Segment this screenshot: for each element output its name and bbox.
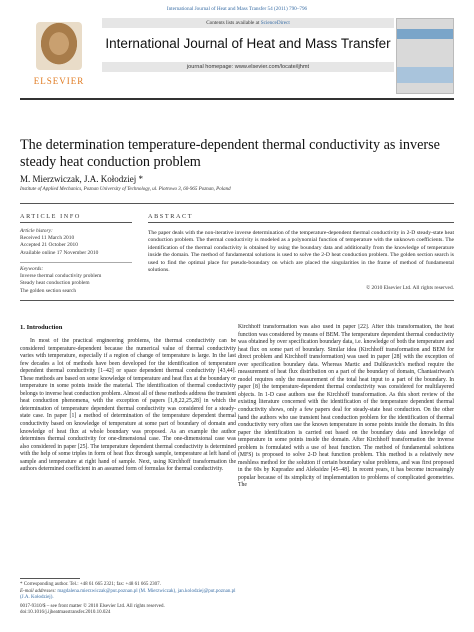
tree-icon	[36, 22, 82, 70]
intro-right-column: Kirchhoff transformation was also used in paper [22]. After this transformation, the heat function was considered by means of BEM. The temperature dependent thermal conductivity was obtained by over specification boundary data, i.e. knowledge of both the temperature and heat flux on some part of boundary. Similar idea (Kirchhoff transformation and BEM for direct problem and Kirchhoff transformation) was used in paper [28] with the exception of over specification boundary data. Whereas Martic and Dulikravich's method require the measurement of heat flux distribution on a part of the boundary of domain, Chantasiriwan's model requires only the measurement of the total heat input to a part of the boundary. In paper [8] the temperature-dependent thermal conductivity was considered for multilayered objects. In 1-D case authors use the Kirchhoff transformation. As this short review of the existing literature concerned with the identification of the temperature dependent thermal conductivity shows, only a few papers deal for steady-state heat conduction. On the other hand the authors who use transient heat conduction problem for the identification of thermal conductivity very often use the known temperature in some points inside the domain. In this paper the identification is carried out based on the boundary data and knowledge of temperature in some points inside the domain. After Kirchhoff transformation the inverse problem is formulated with a use of heat function. The method of fundamental solutions (MFS) is proposed to solve 2-D heat function problem. This method is a relatively new meshless method for the solution if certain boundary value problems, and was first proposed in the 60s by Kupradze and Aleksidze [45–48]. In recent years, it has become increasingly popular because of its simplicity of implementation to problems of complicated geometries. The	[238, 324, 454, 489]
keyword-item: The golden section search	[20, 287, 77, 294]
header-divider	[20, 98, 454, 100]
keywords-label: Keywords:	[20, 266, 44, 272]
article-authors: M. Mierzwiczak, J.A. Kołodziej *	[20, 174, 143, 184]
emails-prefix: E-mail addresses:	[20, 588, 57, 594]
history-online: Available online 17 November 2010	[20, 249, 99, 256]
cover-band-bottom	[397, 67, 453, 83]
author-affiliation: Institute of Applied Mechanics, Poznan University of Technology, ul. Piotrowo 3, 60-965 Poznan, Poland	[20, 187, 231, 192]
abstract-text: The paper deals with the non-iterative inverse determination of the temperature-dependent thermal conductivity in 2-D steady-state heat conduction problem. The thermal conductivity is modeled as a polynomial function of temperature with the unknown coefficients. The identification of the thermal conductivity is obtained by using the boundary data and additionally from the knowledge of temperature inside the domain. The method of fundamental solutions is used to solve the 2-D heat conduction problem. The golden section search is used to find the optimal place for pseudo-boundary on which are placed the singularities in the frame of method of fundamental solutions.	[148, 230, 454, 274]
article-title: The determination temperature-dependent thermal conductivity as inverse steady heat conduction problem	[20, 137, 440, 170]
journal-banner	[102, 18, 394, 92]
doi-line[interactable]: doi:10.1016/j.ijheatmasstransfer.2010.10.024	[20, 610, 111, 616]
history-label: Article history:	[20, 228, 53, 234]
keyword-item: Inverse thermal conductivity problem	[20, 273, 102, 280]
sciencedirect-link[interactable]: ScienceDirect	[260, 20, 290, 26]
publisher-logo-text: ELSEVIER	[33, 76, 85, 86]
author-emails[interactable]: magdalena.mierzwiczak@put.poznan.pl (M. Mierzwiczak), jan.kolodziej@put.poznan.pl (J.A. Kołodziej).	[20, 588, 236, 601]
section-heading: 1. Introduction	[20, 324, 63, 331]
journal-homepage-link[interactable]: journal homepage: www.elsevier.com/locate/ijhmt	[102, 62, 394, 72]
journal-citation[interactable]: International Journal of Heat and Mass Transfer 54 (2011) 790–796	[166, 6, 308, 12]
journal-header	[20, 18, 454, 96]
elsevier-logo	[20, 18, 98, 92]
cover-band-top	[397, 29, 453, 39]
contents-prefix: Contents lists available at	[206, 20, 260, 26]
keywords-divider	[20, 262, 132, 263]
issn-line: 0017-9310/$ – see front matter © 2010 Elsevier Ltd. All rights reserved.	[20, 603, 165, 609]
article-info-label: ARTICLE INFO	[20, 213, 81, 220]
abstract-label: ABSTRACT	[148, 213, 194, 220]
article-history	[20, 228, 132, 257]
abstract-divider	[148, 222, 454, 223]
email-line	[20, 589, 236, 602]
history-accepted: Accepted 21 October 2010	[20, 242, 78, 249]
article-info-divider	[20, 222, 132, 223]
journal-title: International Journal of Heat and Mass Transfer	[105, 36, 391, 51]
keyword-item: Steady heat conduction problem	[20, 280, 90, 287]
history-received: Received 11 March 2010	[20, 235, 75, 242]
footnote	[20, 582, 236, 617]
intro-left-column: In most of the practical engineering problems, the thermal conductivity can be considered temperature-dependent because the numerical value of thermal conductivity varies with temperature, especially if a region of change of temperature is large. In the last few decades a lot of methods have been developed for the identification of temperature dependent thermal conductivity [1–42] or space dependent thermal conductivity [43,44]. These methods are based on some knowledge of temperature and heat flux at the boundary or temperature in some points inside the material. The identification of thermal conductivity belongs to inverse heat conduction problem. Almost all of these methods address the transient heat conduction phenomena, with the exception of papers [1,8,22,25,28] in which the determination of temperature dependent thermal conductivity was considered for a steady-state case. In paper [1] a method of determination of the temperature dependent thermal conductivity based on knowledge of temperature at some part of boundary of domain and knowledge of heat flux at whole boundary was proposed. As an example the author determines thermal conductivity for one-dimensional case. The one-dimensional case was also considered in paper [25]. The temperature dependent thermal conductivity is determined with the help of some triples in form of heat flux through sample, temperature at left hand of sample and temperature at right hand of sample. Next, using Kirchhoff transformation the authors determined coefficient in an assumed form of formulas for thermal conductivity.	[20, 338, 236, 473]
journal-cover-thumbnail	[396, 18, 454, 94]
contents-bar	[102, 18, 394, 28]
footnote-rule	[20, 578, 80, 579]
abstract-copyright: © 2010 Elsevier Ltd. All rights reserved.	[366, 285, 454, 291]
body-divider	[20, 300, 454, 301]
info-top-divider	[20, 203, 454, 204]
keywords	[20, 266, 132, 295]
corresponding-author: * Corresponding author. Tel.: +48 61 665 2321; fax: +48 61 665 2307.	[20, 582, 161, 587]
